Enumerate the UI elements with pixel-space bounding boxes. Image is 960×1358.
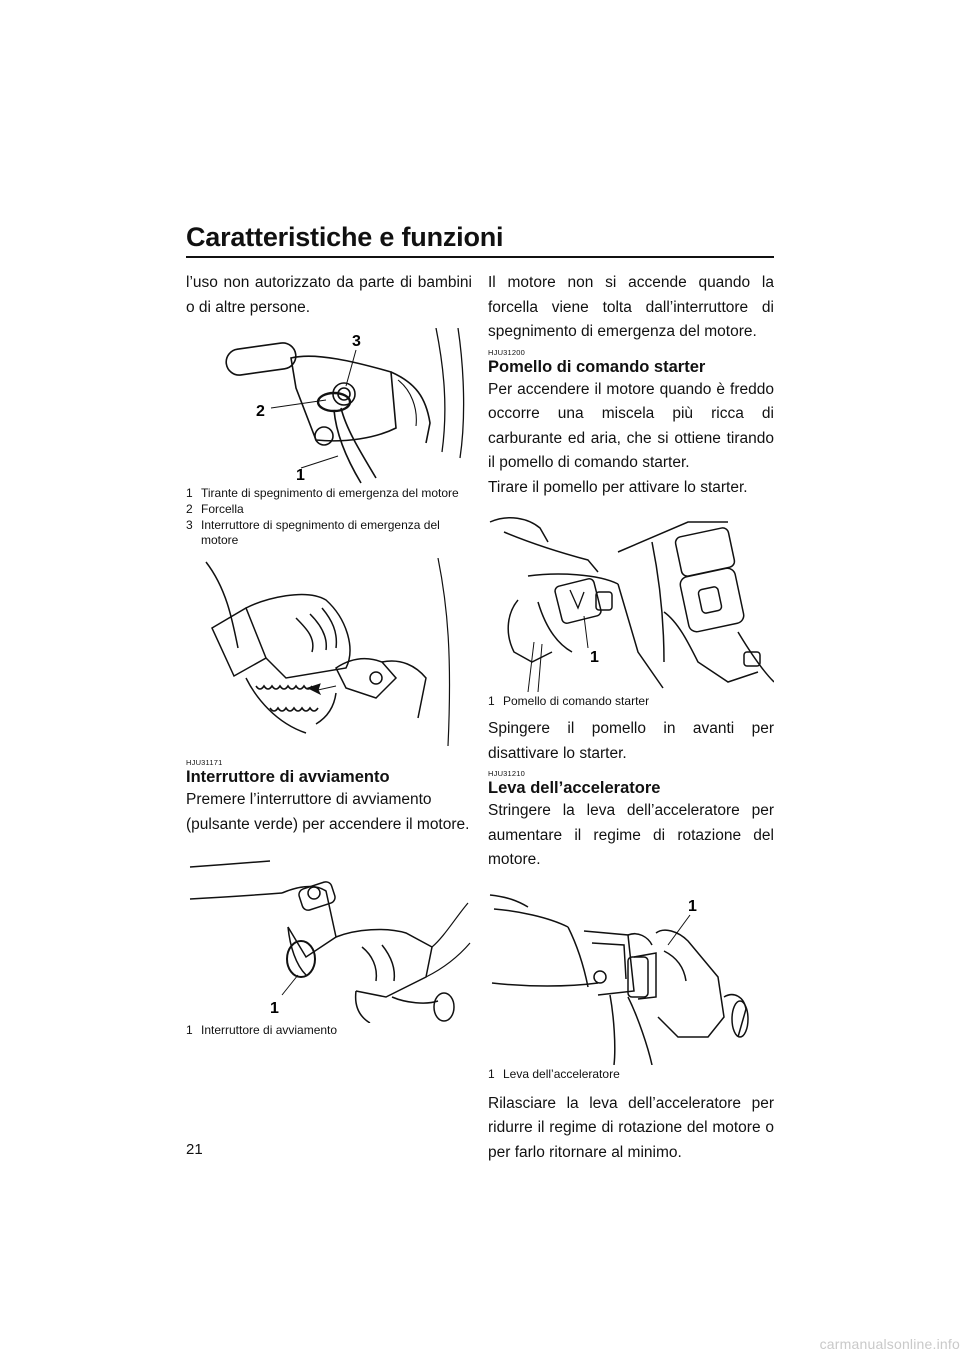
legend-item: 1 Interruttore di avviamento	[186, 1023, 338, 1037]
page-number: 21	[186, 1141, 203, 1158]
section-code: HJU31171	[186, 758, 223, 767]
figure-legend	[186, 1023, 472, 1038]
section-code: HJU31200	[488, 347, 526, 357]
legend-item: 2 Forcella	[186, 502, 244, 516]
section-code: HJU31210	[488, 769, 526, 778]
intro-text: l’uso non autorizzato da parte di bambini o di altre persone.	[186, 274, 472, 316]
section-body: Premere l’interruttore di avviamento (pulsante verde) per accendere il motore.	[186, 791, 470, 833]
title-rule	[186, 256, 774, 258]
section-throttle	[488, 769, 774, 873]
section-body: Stringere la leva dell’acceleratore per aumentare il regime di rotazione del motore.	[488, 802, 774, 868]
left-column	[186, 271, 472, 1039]
figure-hand-clip	[186, 558, 472, 746]
choke-knob-illustration	[488, 512, 774, 692]
section-body: Per accendere il motore quando è freddo occorre una miscela più ricca di carburante ed aria, che si ottiene tirando il pomello di comando starter.	[488, 380, 774, 471]
section-heading: Pomello di comando starter	[488, 357, 706, 376]
start-switch-illustration	[186, 847, 472, 1023]
closing-text: Rilasciare la leva dell’acceleratore per ridurre il regime di rotazione del motore o per farlo ritornare al minimo.	[488, 1094, 774, 1161]
callout-1: 1	[270, 1000, 279, 1017]
figure-throttle-lever	[488, 887, 774, 1082]
section-choke	[488, 348, 774, 501]
section-starter	[186, 758, 472, 837]
figure-legend	[488, 1067, 774, 1082]
section-body-2: Tirare il pomello per attivare lo starter.	[488, 478, 748, 496]
callout-3: 3	[352, 333, 361, 350]
legend-item: 1 Tirante di spegnimento di emergenza del motore	[186, 486, 459, 500]
callout-2: 2	[256, 403, 265, 420]
section-heading: Leva dell’acceleratore	[488, 779, 661, 797]
throttle-lever-illustration	[488, 887, 774, 1065]
legend-item: 1 Pomello di comando starter	[488, 694, 650, 708]
callout-1: 1	[296, 467, 305, 484]
section-heading: Interruttore di avviamento	[186, 768, 390, 786]
callout-1: 1	[590, 649, 599, 666]
footer-watermark[interactable]: carmanualsonline.info	[819, 1336, 960, 1352]
figure-choke-knob	[488, 512, 774, 709]
figure-emergency-stop	[186, 328, 472, 548]
intro-text-right: Il motore non si accende quando la forcella viene tolta dall’interruttore di spegnimento di emergenza del motore.	[488, 274, 774, 340]
figure-legend	[488, 694, 774, 709]
figure-legend	[186, 486, 472, 548]
right-column	[488, 271, 774, 1165]
legend-item: 1 Leva dell’acceleratore	[488, 1066, 620, 1081]
hand-clip-illustration	[186, 558, 472, 746]
after-choke-text: Spingere il pomello in avanti per disattivare lo starter.	[488, 720, 774, 762]
emergency-stop-illustration	[186, 328, 472, 492]
figure-start-switch	[186, 847, 472, 1038]
page-title: Caratteristiche e funzioni	[186, 222, 504, 252]
callout-1: 1	[688, 897, 697, 915]
legend-item: 3 Interruttore di spegnimento di emergenza del motore	[186, 518, 440, 547]
